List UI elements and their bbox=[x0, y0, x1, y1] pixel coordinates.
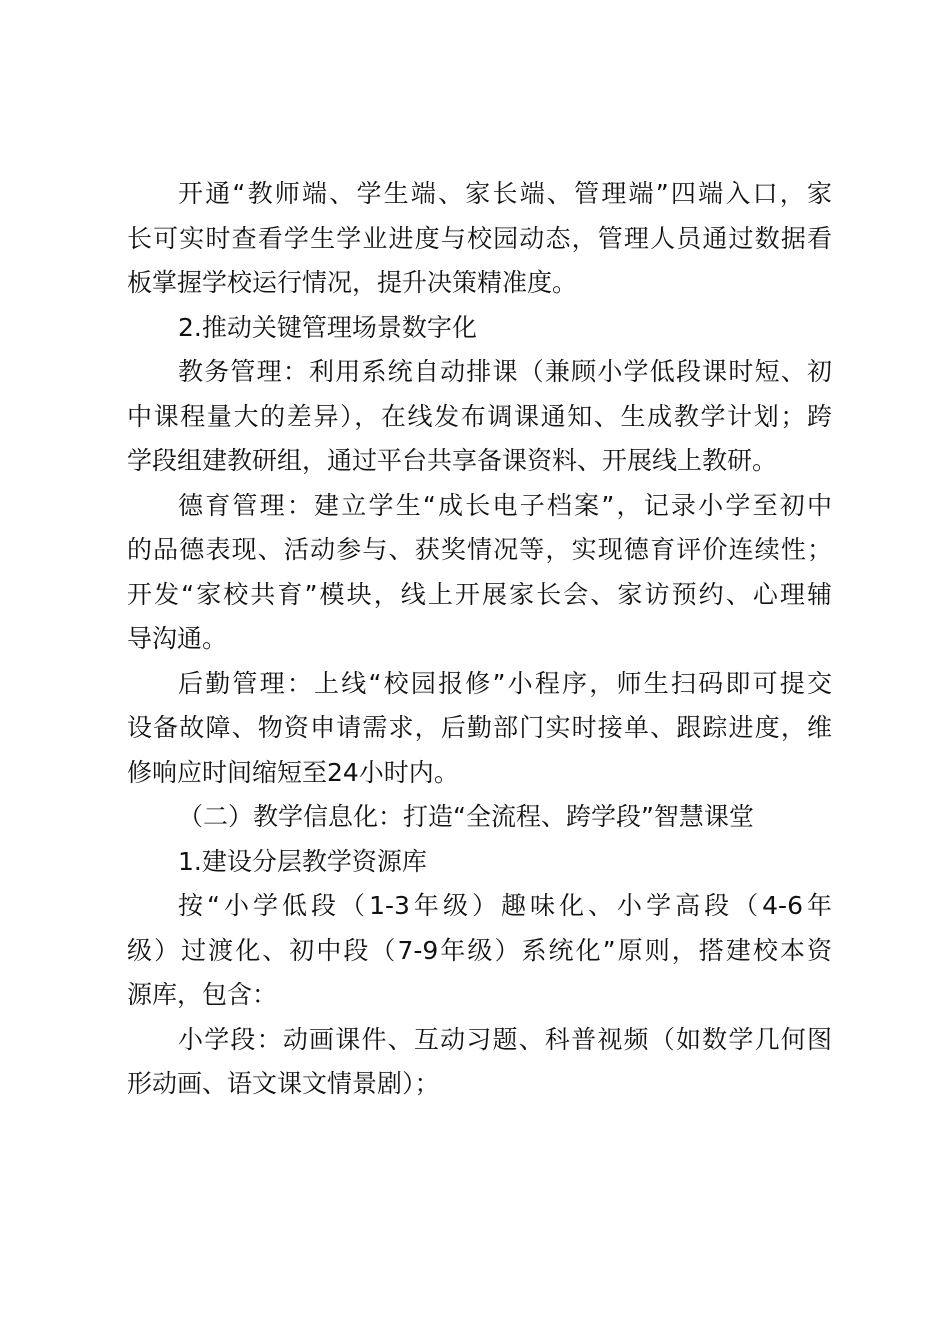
paragraph-line: 长可实时查看学生学业进度与校园动态，管理人员通过数据看 bbox=[127, 223, 832, 253]
paragraph-line: 按“小学低段（1-3年级）趣味化、小学高段（4-6年 bbox=[178, 891, 832, 920]
paragraph-line: 中课程量大的差异），在线发布调课通知、生成教学计划；跨 bbox=[127, 401, 832, 431]
section-heading: 1.建设分层教学资源库 bbox=[178, 846, 427, 876]
paragraph-line: 后勤管理：上线“校园报修”小程序，师生扫码即可提交 bbox=[178, 668, 832, 698]
paragraph-line: 开发“家校共育”模块，线上开展家长会、家访预约、心理辅 bbox=[127, 579, 832, 609]
paragraph-line: 源库，包含： bbox=[127, 980, 278, 1009]
paragraph-line: 形动画、语文课文情景剧）； bbox=[127, 1069, 440, 1098]
paragraph-line: 教务管理：利用系统自动排课（兼顾小学低段课时短、初 bbox=[178, 357, 832, 386]
paragraph-line: 导沟通。 bbox=[127, 624, 228, 653]
paragraph-line: 级）过渡化、初中段（7-9年级）系统化”原则，搭建校本资 bbox=[127, 935, 832, 965]
paragraph-line: 修响应时间缩短至24小时内。 bbox=[127, 757, 459, 787]
paragraph-line: 学段组建教研组，通过平台共享备课资料、开展线上教研。 bbox=[127, 446, 778, 475]
paragraph-line: 设备故障、物资申请需求，后勤部门实时接单、跟踪进度，维 bbox=[127, 713, 832, 742]
paragraph-line: 开通“教师端、学生端、家长端、管理端”四端入口，家 bbox=[178, 179, 832, 208]
paragraph-line: 板掌握学校运行情况，提升决策精准度。 bbox=[127, 268, 578, 297]
section-heading: 2.推动关键管理场景数字化 bbox=[178, 312, 477, 342]
paragraph-line: 小学段：动画课件、互动习题、科普视频（如数学几何图 bbox=[178, 1024, 832, 1054]
document-body bbox=[127, 172, 832, 1107]
section-heading: （二）教学信息化：打造“全流程、跨学段”智慧课堂 bbox=[178, 802, 754, 831]
paragraph-line: 德育管理：建立学生“成长电子档案”，记录小学至初中 bbox=[178, 490, 832, 520]
paragraph-line: 的品德表现、活动参与、获奖情况等，实现德育评价连续性； bbox=[127, 535, 832, 564]
